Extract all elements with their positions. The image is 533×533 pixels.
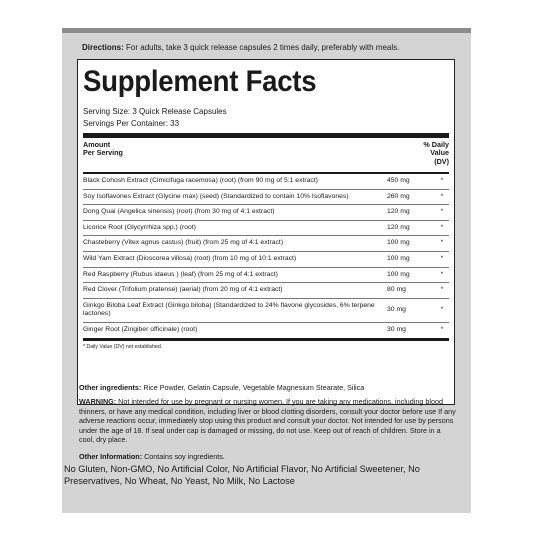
- dv-footnote: * Daily Value (DV) not established.: [83, 343, 163, 350]
- other-ingredients-label: Other ingredients:: [79, 383, 142, 392]
- servings-per-container: Servings Per Container: 33: [83, 119, 180, 128]
- ingredient-name: Black Cohosh Extract (Cimicifuga racemosa) (root) (from 90 mg of 5:1 extract): [83, 177, 318, 184]
- ingredient-row: [83, 174, 449, 190]
- ingredient-dv: *: [440, 239, 444, 247]
- ingredient-amount: 100 mg: [387, 270, 410, 278]
- facts-header: [83, 138, 449, 172]
- ingredient-row: [83, 268, 449, 284]
- ingredient-row: [83, 205, 449, 221]
- ingredient-name: Red Clover (Trifolium pratense) (aerial) (from 20 mg of 4:1 extract): [83, 286, 283, 294]
- ingredient-amount: 100 mg: [387, 239, 410, 247]
- directions-label: Directions:: [82, 43, 124, 52]
- other-information-text: Contains soy ingredients.: [144, 452, 225, 461]
- ingredient-row: [83, 283, 449, 299]
- ingredient-dv: *: [440, 325, 444, 333]
- amount-header-line1: Amount: [83, 140, 111, 149]
- ingredient-dv: *: [440, 177, 444, 184]
- supplement-facts-box: [77, 59, 455, 405]
- ingredient-dv: *: [440, 254, 444, 262]
- ingredient-row: [83, 299, 449, 323]
- dv-header-line2: Value: [430, 148, 449, 158]
- free-from-statement: No Gluten, Non-GMO, No Artificial Color, No Artificial Flavor, No Artificial Sweetener, No Preservatives, No Wheat, No Yeast, No Milk, No Lactose: [64, 464, 420, 486]
- ingredient-dv: *: [440, 286, 444, 294]
- ingredient-amount: 120 mg: [387, 208, 410, 216]
- ingredient-amount: 120 mg: [387, 223, 410, 231]
- ingredient-row: [83, 323, 449, 341]
- ingredient-dv: *: [440, 306, 444, 314]
- ingredient-name: Chasteberry (Vitex agnus castus) (fruit) (from 25 mg of 4:1 extract): [83, 239, 284, 247]
- serving-size: Serving Size: 3 Quick Release Capsules: [83, 107, 227, 116]
- ingredient-row: [83, 236, 449, 252]
- other-ingredients: [79, 383, 457, 393]
- other-information-label: Other Information:: [79, 452, 143, 461]
- directions: [82, 43, 461, 53]
- ingredient-amount: 450 mg: [387, 177, 410, 184]
- dv-header-line1: % Daily: [423, 140, 449, 149]
- ingredient-row: [83, 252, 449, 268]
- ingredient-row: [83, 221, 449, 237]
- ingredient-name: Ginkgo Biloba Leaf Extract (Ginkgo biloba) (Standardized to 24% flavone glycosides, 6% terpene lactones): [83, 301, 375, 318]
- ingredient-row: [83, 190, 449, 206]
- ingredient-name: Licorice Root (Glycyrrhiza spp.) (root): [83, 223, 196, 231]
- ingredient-amount: 30 mg: [387, 306, 406, 314]
- warning-label: WARNING:: [79, 397, 117, 406]
- supplement-panel: [62, 28, 471, 513]
- other-information: [79, 452, 457, 462]
- ingredient-amount: 80 mg: [387, 286, 406, 294]
- ingredient-amount: 260 mg: [387, 192, 410, 200]
- ingredient-dv: *: [440, 208, 444, 216]
- ingredient-dv: *: [440, 270, 444, 278]
- directions-text: For adults, take 3 quick release capsules 2 times daily, preferably with meals.: [126, 43, 400, 52]
- facts-title: Supplement Facts: [83, 65, 317, 98]
- ingredient-dv: *: [440, 192, 444, 200]
- dv-header-line3: (DV): [434, 156, 449, 166]
- ingredient-name: Wild Yam Extract (Dioscorea villosa) (root) (from 10 mg of 10:1 extract): [83, 254, 297, 262]
- ingredient-dv: *: [440, 223, 444, 231]
- warning: [79, 397, 457, 445]
- ingredient-amount: 100 mg: [387, 254, 410, 262]
- amount-header-line2: Per Serving: [83, 148, 123, 158]
- warning-text: Not intended for use by pregnant or nursing women. If you are taking any medications, including blood thinners, or have any medical condition, including liver or blood clotting disorders, consult your doctor before use If any adverse reactions occur, immediately stop using this product and consult your doctor. Not intended for use by persons under the age of 18. If seal under cap is damaged or missing, do not use. Keep out of reach of children. Store in a cool, dry place.: [79, 397, 456, 445]
- amount-header: [83, 141, 413, 172]
- ingredient-name: Red Raspberry (Rubus idaeus ) (leaf) (from 25 mg of 4:1 extract): [83, 270, 278, 278]
- other-ingredients-text: Rice Powder, Gelatin Capsule, Vegetable Magnesium Stearate, Silica: [143, 383, 365, 392]
- ingredient-name: Dong Quai (Angelica sinensis) (root) (from 30 mg of 4:1 extract): [83, 208, 275, 216]
- ingredient-name: Soy Isoflavones Extract (Glycine max) (seed) (Standardized to contain 10% Isoflavones): [83, 192, 349, 200]
- ingredient-amount: 30 mg: [387, 325, 406, 333]
- ingredient-name: Ginger Root (Zingiber officinale) (root): [83, 325, 198, 333]
- dv-header: [413, 141, 449, 172]
